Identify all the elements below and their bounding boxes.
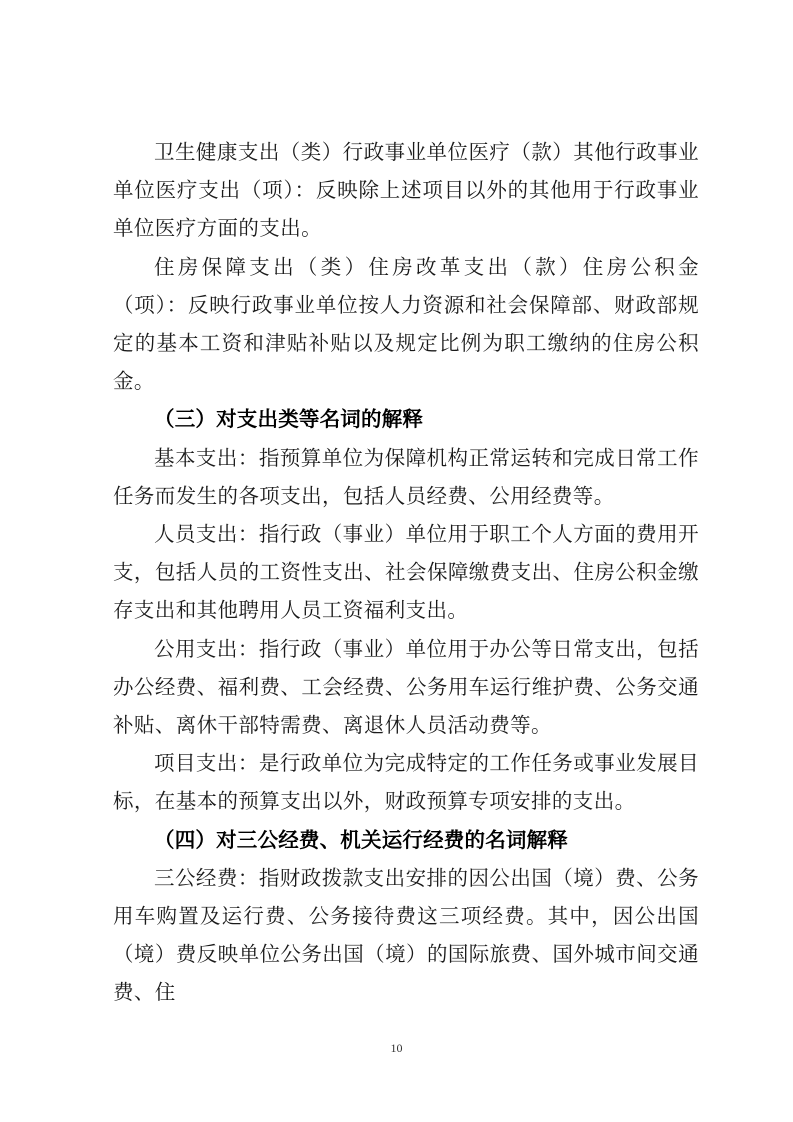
paragraph-basic-expenditure: 基本支出：指预算单位为保障机构正常运转和完成日常工作任务而发生的各项支出，包括人员经费、公用经费等。 bbox=[113, 445, 699, 508]
page-body bbox=[113, 133, 699, 1012]
section-heading-expenditure-terms: （三）对支出类等名词的解释 bbox=[154, 407, 424, 432]
page-number: 10 bbox=[390, 1041, 403, 1055]
paragraph-personnel-expenditure: 人员支出：指行政（事业）单位用于职工个人方面的费用开支，包括人员的工资性支出、社会保障缴费支出、住房公积金缴存支出和其他聘用人员工资福利支出。 bbox=[113, 522, 699, 623]
paragraph-project-expenditure: 项目支出：是行政单位为完成特定的工作任务或事业发展目标，在基本的预算支出以外，财政预算专项安排的支出。 bbox=[113, 751, 699, 814]
paragraph-health-expenditure: 卫生健康支出（类）行政事业单位医疗（款）其他行政事业单位医疗支出（项）：反映除上述项目以外的其他用于行政事业单位医疗方面的支出。 bbox=[113, 140, 699, 241]
paragraph-housing-fund: 住房保障支出（类）住房改革支出（款）住房公积金（项）：反映行政事业单位按人力资源和社会保障部、财政部规定的基本工资和津贴补贴以及规定比例为职工缴纳的住房公积金。 bbox=[113, 254, 699, 394]
section-heading-three-public-funds: （四）对三公经费、机关运行经费的名词解释 bbox=[154, 827, 568, 852]
paragraph-public-expenditure: 公用支出：指行政（事业）单位用于办公等日常支出，包括办公经费、福利费、工会经费、公务用车运行维护费、公务交通补贴、离休干部特需费、离退休人员活动费等。 bbox=[113, 636, 699, 738]
paragraph-three-public-funds: 三公经费：指财政拨款支出安排的因公出国（境）费、公务用车购置及运行费、公务接待费这三项经费。其中，因公出国（境）费反映单位公务出国（境）的国际旅费、国外城市间交通费、住 bbox=[113, 865, 699, 1005]
